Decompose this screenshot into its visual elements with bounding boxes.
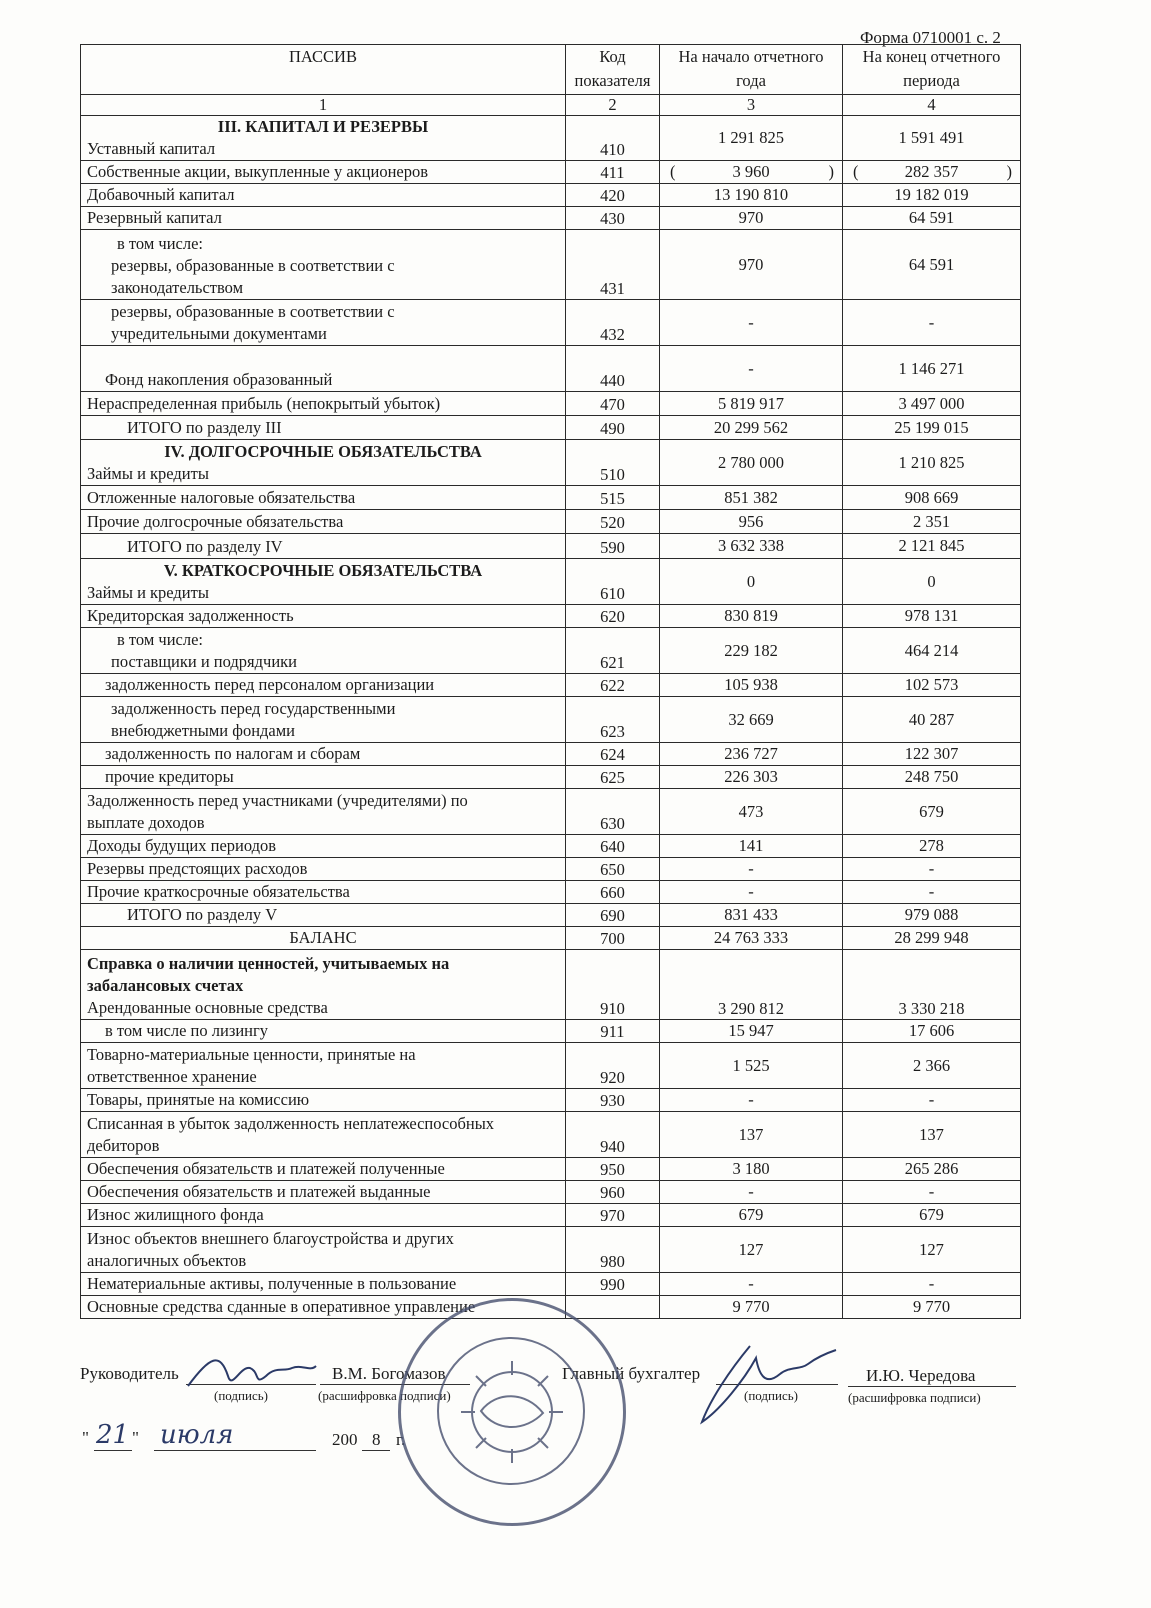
row-label: Обеспечения обязательств и платежей полученные xyxy=(81,1158,566,1181)
table-row xyxy=(81,534,1021,559)
value-end: 278 xyxy=(843,835,1021,858)
row-code: 624 xyxy=(566,743,660,766)
value-start: 679 xyxy=(660,1204,843,1227)
header-start: На начало отчетного года xyxy=(660,45,843,95)
value-end: 102 573 xyxy=(843,674,1021,697)
row-code: 440 xyxy=(566,346,660,392)
head-signature-scribble xyxy=(180,1346,320,1396)
label-text: Износ объектов внешнего благоустройства и других xyxy=(87,1229,454,1248)
value-end: 64 591 xyxy=(843,230,1021,300)
value-end: 464 214 xyxy=(843,628,1021,674)
row-label: Собственные акции, выкупленные у акционеров xyxy=(81,161,566,184)
value-end: 64 591 xyxy=(843,207,1021,230)
label-text: ответственное хранение xyxy=(87,1067,257,1086)
year-g: г. xyxy=(396,1430,406,1449)
balance-liabilities-table xyxy=(80,44,1021,1319)
row-code: 950 xyxy=(566,1158,660,1181)
table-row xyxy=(81,927,1021,950)
value-start: - xyxy=(660,1181,843,1204)
row-code: 411 xyxy=(566,161,660,184)
date-quote-open: " xyxy=(82,1428,89,1447)
row-code: 610 xyxy=(566,559,660,605)
value-start: 851 382 xyxy=(660,486,843,510)
table-row xyxy=(81,743,1021,766)
head-name: В.М. Богомазов xyxy=(332,1364,446,1383)
value-end: 28 299 948 xyxy=(843,927,1021,950)
value-start: 3 290 812 xyxy=(660,950,843,1020)
row-label xyxy=(81,230,566,300)
row-label: Кредиторская задолженность xyxy=(81,605,566,628)
row-code: 990 xyxy=(566,1273,660,1296)
value-end: - xyxy=(843,881,1021,904)
row-label: в том числе по лизингу xyxy=(81,1020,566,1043)
value-start: 3 180 xyxy=(660,1158,843,1181)
year-line xyxy=(362,1450,390,1451)
label-text: Товарно-материальные ценности, принятые на xyxy=(87,1045,416,1064)
value-start: 20 299 562 xyxy=(660,416,843,440)
stamp-emblem xyxy=(401,1301,623,1523)
row-code: 630 xyxy=(566,789,660,835)
row-label: прочие кредиторы xyxy=(81,766,566,789)
table-row xyxy=(81,161,1021,184)
row-code: 640 xyxy=(566,835,660,858)
row-code: 410 xyxy=(566,116,660,161)
label-text: в том числе: xyxy=(117,630,204,649)
year-suffix: 8 xyxy=(372,1430,381,1449)
value-start: 141 xyxy=(660,835,843,858)
row-label xyxy=(81,950,566,1020)
value-end: 265 286 xyxy=(843,1158,1021,1181)
label-text: Займы и кредиты xyxy=(87,583,209,602)
row-label xyxy=(81,1227,566,1273)
value-start: 32 669 xyxy=(660,697,843,743)
label-text: резервы, образованные в соответствии с xyxy=(111,256,395,275)
value-start: 2 780 000 xyxy=(660,440,843,486)
row-label xyxy=(81,116,566,161)
row-label xyxy=(81,440,566,486)
table-row xyxy=(81,392,1021,416)
value-end: 978 131 xyxy=(843,605,1021,628)
value-start: 226 303 xyxy=(660,766,843,789)
table-row xyxy=(81,416,1021,440)
col-number: 2 xyxy=(566,95,660,116)
value-end: - xyxy=(843,300,1021,346)
date-month-line xyxy=(154,1450,316,1451)
value-start: 970 xyxy=(660,207,843,230)
row-code: 660 xyxy=(566,881,660,904)
chief-signature-scribble xyxy=(690,1340,840,1430)
table-row xyxy=(81,904,1021,927)
open-paren: ( xyxy=(853,162,859,181)
date-day-line xyxy=(94,1450,132,1451)
chief-name-line xyxy=(848,1386,1016,1387)
row-code: 430 xyxy=(566,207,660,230)
row-label: Резервы предстоящих расходов xyxy=(81,858,566,881)
value-text: 282 357 xyxy=(904,162,959,181)
value-end: 25 199 015 xyxy=(843,416,1021,440)
row-code: 510 xyxy=(566,440,660,486)
value-end: 3 497 000 xyxy=(843,392,1021,416)
col-number: 4 xyxy=(843,95,1021,116)
value-start: - xyxy=(660,346,843,392)
chief-sign-caption: (подпись) xyxy=(744,1388,798,1403)
row-label: Нематериальные активы, полученные в пользование xyxy=(81,1273,566,1296)
value-end: 19 182 019 xyxy=(843,184,1021,207)
chief-name: И.Ю. Чередова xyxy=(866,1366,976,1385)
row-label: Обеспечения обязательств и платежей выданные xyxy=(81,1181,566,1204)
value-start: 236 727 xyxy=(660,743,843,766)
value-start: 473 xyxy=(660,789,843,835)
value-start: - xyxy=(660,300,843,346)
table-row xyxy=(81,230,1021,300)
head-sign-caption: (подпись) xyxy=(214,1388,268,1403)
row-label: Отложенные налоговые обязательства xyxy=(81,486,566,510)
value-end: - xyxy=(843,1089,1021,1112)
value-start: 9 770 xyxy=(660,1296,843,1319)
table-row xyxy=(81,1043,1021,1089)
row-label xyxy=(81,628,566,674)
row-code: 650 xyxy=(566,858,660,881)
value-end: 2 366 xyxy=(843,1043,1021,1089)
chief-decode-caption: (расшифровка подписи) xyxy=(848,1390,981,1405)
row-label: ИТОГО по разделу IV xyxy=(81,534,566,559)
year-prefix: 200 xyxy=(332,1430,358,1449)
value-start: 1 525 xyxy=(660,1043,843,1089)
header-row xyxy=(81,45,1021,95)
value-end: 908 669 xyxy=(843,486,1021,510)
table-row xyxy=(81,858,1021,881)
row-code: 970 xyxy=(566,1204,660,1227)
close-paren: ) xyxy=(828,162,834,181)
row-code: 690 xyxy=(566,904,660,927)
row-code: 980 xyxy=(566,1227,660,1273)
row-code: 625 xyxy=(566,766,660,789)
row-label: ИТОГО по разделу III xyxy=(81,416,566,440)
label-text: задолженность перед государственными xyxy=(111,699,396,718)
table-row xyxy=(81,628,1021,674)
value-end: - xyxy=(843,1181,1021,1204)
open-paren: ( xyxy=(670,162,676,181)
row-code: 910 xyxy=(566,950,660,1020)
label-text: учредительными документами xyxy=(111,324,327,343)
value-text: 3 960 xyxy=(732,162,770,181)
row-code: 911 xyxy=(566,1020,660,1043)
label-text: Задолженность перед участниками (учредителями) по xyxy=(87,791,468,810)
row-code: 620 xyxy=(566,605,660,628)
section-title: III. КАПИТАЛ И РЕЗЕРВЫ xyxy=(217,117,429,136)
row-code: 930 xyxy=(566,1089,660,1112)
value-start: 105 938 xyxy=(660,674,843,697)
company-stamp xyxy=(398,1298,626,1526)
row-code: 431 xyxy=(566,230,660,300)
offbalance-title: Справка о наличии ценностей, учитываемых на xyxy=(87,954,450,973)
row-code: 623 xyxy=(566,697,660,743)
row-code: 700 xyxy=(566,927,660,950)
value-end: 248 750 xyxy=(843,766,1021,789)
value-end: 979 088 xyxy=(843,904,1021,927)
row-label xyxy=(81,1043,566,1089)
value-start: 137 xyxy=(660,1112,843,1158)
offbalance-title: забалансовых счетах xyxy=(87,976,244,995)
row-code: 432 xyxy=(566,300,660,346)
table-row xyxy=(81,116,1021,161)
header-liabilities: ПАССИВ xyxy=(81,45,566,95)
value-start: 229 182 xyxy=(660,628,843,674)
row-label: ИТОГО по разделу V xyxy=(81,904,566,927)
row-code: 920 xyxy=(566,1043,660,1089)
table-row xyxy=(81,1227,1021,1273)
section-title: IV. ДОЛГОСРОЧНЫЕ ОБЯЗАТЕЛЬСТВА xyxy=(164,442,482,461)
row-label: Резервный капитал xyxy=(81,207,566,230)
value-end: 122 307 xyxy=(843,743,1021,766)
value-start: - xyxy=(660,1273,843,1296)
value-end: 0 xyxy=(843,559,1021,605)
head-label: Руководитель xyxy=(80,1364,179,1383)
row-label: Износ жилищного фонда xyxy=(81,1204,566,1227)
table-row xyxy=(81,605,1021,628)
table-row xyxy=(81,1204,1021,1227)
value-end: 17 606 xyxy=(843,1020,1021,1043)
label-text: в том числе: xyxy=(117,234,204,253)
table-row xyxy=(81,674,1021,697)
header-number-row xyxy=(81,95,1021,116)
row-code: 515 xyxy=(566,486,660,510)
row-label: Добавочный капитал xyxy=(81,184,566,207)
table-row xyxy=(81,559,1021,605)
label-text: Уставный капитал xyxy=(87,139,216,158)
row-label: Товары, принятые на комиссию xyxy=(81,1089,566,1112)
table-row xyxy=(81,697,1021,743)
row-code: 590 xyxy=(566,534,660,559)
label-text: аналогичных объектов xyxy=(87,1251,247,1270)
row-code: 470 xyxy=(566,392,660,416)
label-text: законодательством xyxy=(111,278,244,297)
row-code: 520 xyxy=(566,510,660,534)
table-row xyxy=(81,510,1021,534)
table-row xyxy=(81,950,1021,1020)
row-label: БАЛАНС xyxy=(81,927,566,950)
value-end: 40 287 xyxy=(843,697,1021,743)
row-label xyxy=(81,559,566,605)
value-start: 970 xyxy=(660,230,843,300)
row-label xyxy=(81,300,566,346)
header-end: На конец отчетного периода xyxy=(843,45,1021,95)
value-end: 3 330 218 xyxy=(843,950,1021,1020)
row-label: задолженность перед персоналом организации xyxy=(81,674,566,697)
value-start: - xyxy=(660,858,843,881)
value-start xyxy=(660,161,843,184)
col-number: 3 xyxy=(660,95,843,116)
row-code: 622 xyxy=(566,674,660,697)
table-row xyxy=(81,300,1021,346)
value-end: 1 146 271 xyxy=(843,346,1021,392)
value-end: 9 770 xyxy=(843,1296,1021,1319)
row-code: 621 xyxy=(566,628,660,674)
value-end: - xyxy=(843,858,1021,881)
table-row xyxy=(81,1158,1021,1181)
table-row xyxy=(81,440,1021,486)
row-code: 940 xyxy=(566,1112,660,1158)
value-end: 679 xyxy=(843,789,1021,835)
value-end: 2 351 xyxy=(843,510,1021,534)
label-text: резервы, образованные в соответствии с xyxy=(111,302,395,321)
row-label: задолженность по налогам и сборам xyxy=(81,743,566,766)
value-start: 0 xyxy=(660,559,843,605)
value-end: 1 591 491 xyxy=(843,116,1021,161)
row-label: Основные средства сданные в оперативное управление xyxy=(81,1296,566,1319)
row-code: 420 xyxy=(566,184,660,207)
row-label xyxy=(81,1112,566,1158)
table-row xyxy=(81,346,1021,392)
date-day: 21 xyxy=(96,1420,130,1450)
row-label: Фонд накопления образованный xyxy=(81,346,566,392)
close-paren: ) xyxy=(1006,162,1012,181)
value-start: 830 819 xyxy=(660,605,843,628)
table-row xyxy=(81,1273,1021,1296)
table-row xyxy=(81,766,1021,789)
row-label: Прочие долгосрочные обязательства xyxy=(81,510,566,534)
label-text: выплате доходов xyxy=(87,813,205,832)
chief-label: Главный бухгалтер xyxy=(562,1364,701,1383)
row-code: 960 xyxy=(566,1181,660,1204)
table-row xyxy=(81,835,1021,858)
value-end: - xyxy=(843,1273,1021,1296)
section-title: V. КРАТКОСРОЧНЫЕ ОБЯЗАТЕЛЬСТВА xyxy=(163,561,483,580)
date-quote-close: " xyxy=(132,1428,139,1447)
value-start: 13 190 810 xyxy=(660,184,843,207)
value-start: - xyxy=(660,1089,843,1112)
value-end: 137 xyxy=(843,1112,1021,1158)
form-reference: Форма 0710001 с. 2 xyxy=(860,28,1001,47)
table-row xyxy=(81,1181,1021,1204)
header-code: Код показателя xyxy=(566,45,660,95)
table-row xyxy=(81,1089,1021,1112)
row-label: Доходы будущих периодов xyxy=(81,835,566,858)
value-start: - xyxy=(660,881,843,904)
row-code: 490 xyxy=(566,416,660,440)
label-text: поставщики и подрядчики xyxy=(111,652,298,671)
label-text: дебиторов xyxy=(87,1136,160,1155)
value-end: 679 xyxy=(843,1204,1021,1227)
label-text: внебюджетными фондами xyxy=(111,721,296,740)
value-start: 3 632 338 xyxy=(660,534,843,559)
value-start: 1 291 825 xyxy=(660,116,843,161)
value-start: 127 xyxy=(660,1227,843,1273)
table-row xyxy=(81,207,1021,230)
value-end: 1 210 825 xyxy=(843,440,1021,486)
table-row xyxy=(81,184,1021,207)
table-row xyxy=(81,881,1021,904)
table-row xyxy=(81,1020,1021,1043)
label-text: Списанная в убыток задолженность неплатежеспособных xyxy=(87,1114,495,1133)
table-row xyxy=(81,1112,1021,1158)
value-end: 2 121 845 xyxy=(843,534,1021,559)
value-end xyxy=(843,161,1021,184)
row-label: Нераспределенная прибыль (непокрытый убыток) xyxy=(81,392,566,416)
value-start: 24 763 333 xyxy=(660,927,843,950)
label-text: Займы и кредиты xyxy=(87,464,209,483)
value-end: 127 xyxy=(843,1227,1021,1273)
value-start: 5 819 917 xyxy=(660,392,843,416)
value-start: 831 433 xyxy=(660,904,843,927)
row-label xyxy=(81,697,566,743)
date-month: июля xyxy=(160,1420,234,1450)
row-label xyxy=(81,789,566,835)
value-start: 956 xyxy=(660,510,843,534)
col-number: 1 xyxy=(81,95,566,116)
table-row xyxy=(81,486,1021,510)
row-label: Прочие краткосрочные обязательства xyxy=(81,881,566,904)
table-row xyxy=(81,789,1021,835)
label-text: Арендованные основные средства xyxy=(87,998,328,1017)
value-start: 15 947 xyxy=(660,1020,843,1043)
head-decode-caption: (расшифровка подписи) xyxy=(318,1388,451,1403)
